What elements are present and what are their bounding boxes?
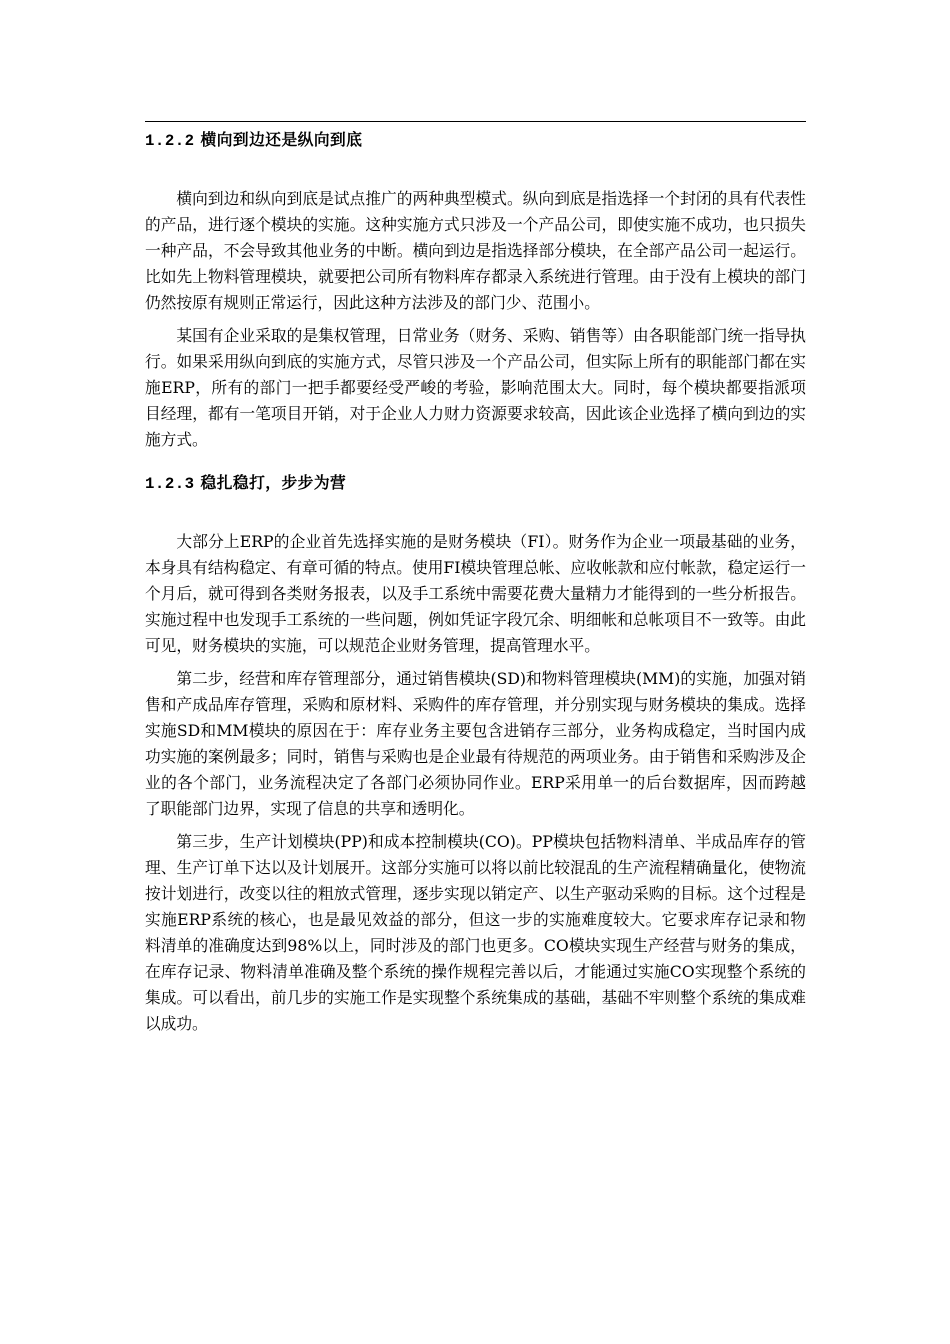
section-title: 稳扎稳打，步步为营 <box>200 473 347 492</box>
section-heading-1-2-3 <box>145 470 806 497</box>
section-number: 1.2.3 <box>145 475 195 493</box>
section-heading-1-2-2 <box>145 127 806 154</box>
header-rule <box>145 121 806 122</box>
section-title: 横向到边还是纵向到底 <box>200 130 363 149</box>
paragraph: 第二步，经营和库存管理部分，通过销售模块(SD)和物料管理模块(MM)的实施，加强对销售和产成品库存管理，采购和原材料、采购件的库存管理，并分别实现与财务模块的集成。选择实施SD和MM模块的原因在于：库存业务主要包含进销存三部分，业务构成稳定，当时国内成功实施的案例最多；同时，销售与采购也是企业最有待规范的两项业务。由于销售和采购涉及企业的各个部门，业务流程决定了各部门必须协同作业。ERP采用单一的后台数据库，因而跨越了职能部门边界，实现了信息的共享和透明化。 <box>145 669 806 818</box>
paragraph: 横向到边和纵向到底是试点推广的两种典型模式。纵向到底是指选择一个封闭的具有代表性的产品，进行逐个模块的实施。这种实施方式只涉及一个产品公司，即使实施不成功，也只损失一种产品，不会导致其他业务的中断。横向到边是指选择部分模块，在全部产品公司一起运行。比如先上物料管理模块，就要把公司所有物料库存都录入系统进行管理。由于没有上模块的部门仍然按原有规则正常运行，因此这种方法涉及的部门少、范围小。 <box>145 189 806 312</box>
paragraph: 大部分上ERP的企业首先选择实施的是财务模块（FI）。财务作为企业一项最基础的业务，本身具有结构稳定、有章可循的特点。使用FI模块管理总帐、应收帐款和应付帐款，稳定运行一个月后，就可得到各类财务报表，以及手工系统中需要花费大量精力才能得到的一些分析报告。实施过程中也发现手工系统的一些问题，例如凭证字段冗余、明细帐和总帐项目不一致等。由此可见，财务模块的实施，可以规范企业财务管理，提高管理水平。 <box>145 532 806 655</box>
paragraph: 第三步，生产计划模块(PP)和成本控制模块(CO)。PP模块包括物料清单、半成品库存的管理、生产订单下达以及计划展开。这部分实施可以将以前比较混乱的生产流程精确量化，使物流按计划进行，改变以往的粗放式管理，逐步实现以销定产、以生产驱动采购的目标。这个过程是实施ERP系统的核心，也是最见效益的部分，但这一步的实施难度较大。它要求库存记录和物料清单的准确度达到98%以上，同时涉及的部门也更多。CO模块实现生产经营与财务的集成，在库存记录、物料清单准确及整个系统的操作规程完善以后，才能通过实施CO实现整个系统的集成。可以看出，前几步的实施工作是实现整个系统集成的基础，基础不牢则整个系统的集成难以成功。 <box>145 832 806 1033</box>
document-body <box>145 126 806 1037</box>
section-number: 1.2.2 <box>145 132 195 150</box>
paragraph: 某国有企业采取的是集权管理，日常业务（财务、采购、销售等）由各职能部门统一指导执行。如果采用纵向到底的实施方式，尽管只涉及一个产品公司，但实际上所有的职能部门都在实施ERP，所有的部门一把手都要经受严峻的考验，影响范围太大。同时，每个模块都要指派项目经理，都有一笔项目开销，对于企业人力财力资源要求较高，因此该企业选择了横向到边的实施方式。 <box>145 326 806 449</box>
